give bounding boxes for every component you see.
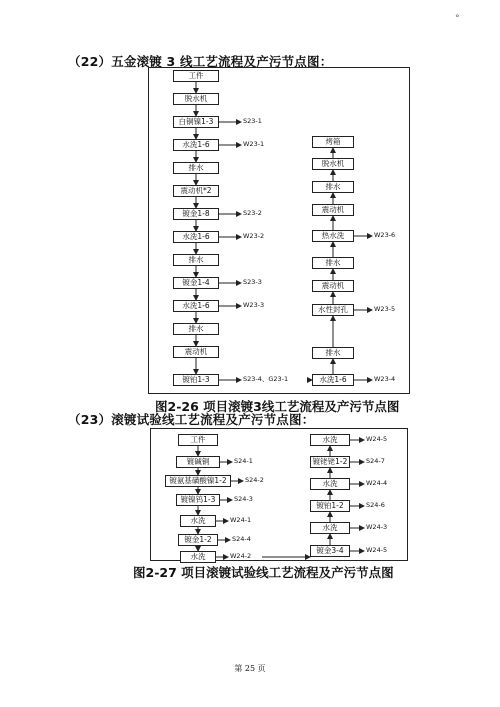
- fig27-right-pollutant-1: W24-5: [366, 435, 388, 443]
- fig27-right-pollutant-4: S24-6: [366, 501, 385, 509]
- fig26-left-pollutant-8: W23-2: [243, 232, 265, 240]
- fig27-left-step-3: 镀氨基磺酸镍1-2: [165, 475, 231, 487]
- fig26-right-step-6: 排水: [312, 257, 354, 269]
- fig27-right-pollutant-2: S24-7: [366, 457, 385, 465]
- fig27-left-pollutant-4: S24-3: [234, 495, 253, 503]
- section-23-heading: （23）滚镀试验线工艺流程及产污节点图：: [68, 412, 315, 427]
- fig26-left-step-8: 水洗1-6: [173, 231, 219, 243]
- corner-mark: °: [455, 14, 460, 24]
- fig26-right-step-2: 脱水机: [312, 158, 354, 170]
- fig27-left-step-5: 水洗: [180, 515, 216, 527]
- fig26-right-pollutant-8: W23-5: [374, 305, 396, 313]
- fig26-left-pollutant-7: S23-2: [243, 209, 262, 217]
- fig26-left-pollutant-14: S23-4、G23-1: [243, 375, 289, 383]
- page-number: 第 25 页: [234, 664, 266, 673]
- fig26-left-pollutant-3: S23-1: [243, 117, 262, 125]
- fig26-left-step-1: 工件: [173, 70, 219, 82]
- fig26-left-step-14: 镀铂1-3: [173, 374, 219, 386]
- fig27-left-step-7: 水洗: [180, 551, 216, 563]
- fig26-left-step-7: 镀金1-8: [173, 208, 219, 220]
- fig26-right-step-1: 烤箱: [312, 136, 354, 148]
- section-22-heading: （22）五金滚镀 3 线工艺流程及产污节点图：: [68, 54, 333, 69]
- figure-2-26-caption: 图2-26 项目滚镀3线工艺流程及产污节点图: [155, 399, 400, 414]
- fig27-right-step-3: 水洗: [310, 478, 350, 490]
- fig26-right-step-8: 水性封孔: [312, 304, 354, 316]
- fig27-right-pollutant-6: W24-5: [366, 546, 388, 554]
- fig26-left-step-5: 排水: [173, 162, 219, 174]
- fig26-left-step-13: 震动机: [173, 346, 219, 358]
- fig26-left-step-4: 水洗1-6: [173, 139, 219, 151]
- fig26-left-step-10: 镀金1-4: [173, 277, 219, 289]
- fig27-left-step-4: 镀镍钨1-3: [176, 494, 220, 506]
- fig27-left-pollutant-3: S24-2: [245, 476, 264, 484]
- fig26-left-step-6: 震动机*2: [173, 185, 219, 197]
- fig27-left-pollutant-7: W24-2: [230, 552, 252, 560]
- fig27-left-pollutant-6: S24-4: [232, 535, 251, 543]
- fig26-left-pollutant-4: W23-1: [243, 140, 265, 148]
- fig27-right-step-4: 镀铂1-2: [310, 500, 350, 512]
- fig26-right-step-10: 水洗1-6: [312, 374, 354, 386]
- fig26-left-pollutant-10: S23-3: [243, 278, 262, 286]
- fig27-right-pollutant-3: W24-4: [366, 479, 388, 487]
- fig27-right-pollutant-5: W24-3: [366, 523, 388, 531]
- fig26-left-step-2: 脱水机: [173, 93, 219, 105]
- fig27-left-step-6: 镀金1-2: [178, 534, 218, 546]
- fig26-left-step-11: 水洗1-6: [173, 300, 219, 312]
- fig26-right-step-4: 震动机: [312, 204, 354, 216]
- fig26-left-pollutant-11: W23-3: [243, 301, 265, 309]
- fig26-right-step-3: 排水: [312, 181, 354, 193]
- fig27-right-step-6: 镀金3-4: [310, 545, 350, 557]
- fig26-left-step-12: 排水: [173, 323, 219, 335]
- fig26-right-step-9: 排水: [312, 347, 354, 359]
- fig27-left-step-2: 镀碱铜: [176, 456, 220, 468]
- fig27-left-step-1: 工件: [178, 434, 218, 446]
- fig26-right-pollutant-5: W23-6: [374, 231, 396, 239]
- fig27-left-pollutant-5: W24-1: [230, 516, 252, 524]
- fig26-left-step-3: 白铜镍1-3: [173, 116, 219, 128]
- fig26-right-step-5: 热水洗: [312, 230, 354, 242]
- fig27-right-step-1: 水洗: [310, 434, 350, 446]
- fig27-right-step-2: 镀铑铑1-2: [310, 456, 350, 468]
- fig27-right-step-5: 水洗: [310, 522, 350, 534]
- fig27-left-pollutant-2: S24-1: [234, 457, 253, 465]
- fig26-right-step-7: 震动机: [312, 280, 354, 292]
- fig26-right-pollutant-10: W23-4: [374, 375, 396, 383]
- figure-2-27-caption: 图2-27 项目滚镀试验线工艺流程及产污节点图: [133, 565, 394, 580]
- fig26-left-step-9: 排水: [173, 254, 219, 266]
